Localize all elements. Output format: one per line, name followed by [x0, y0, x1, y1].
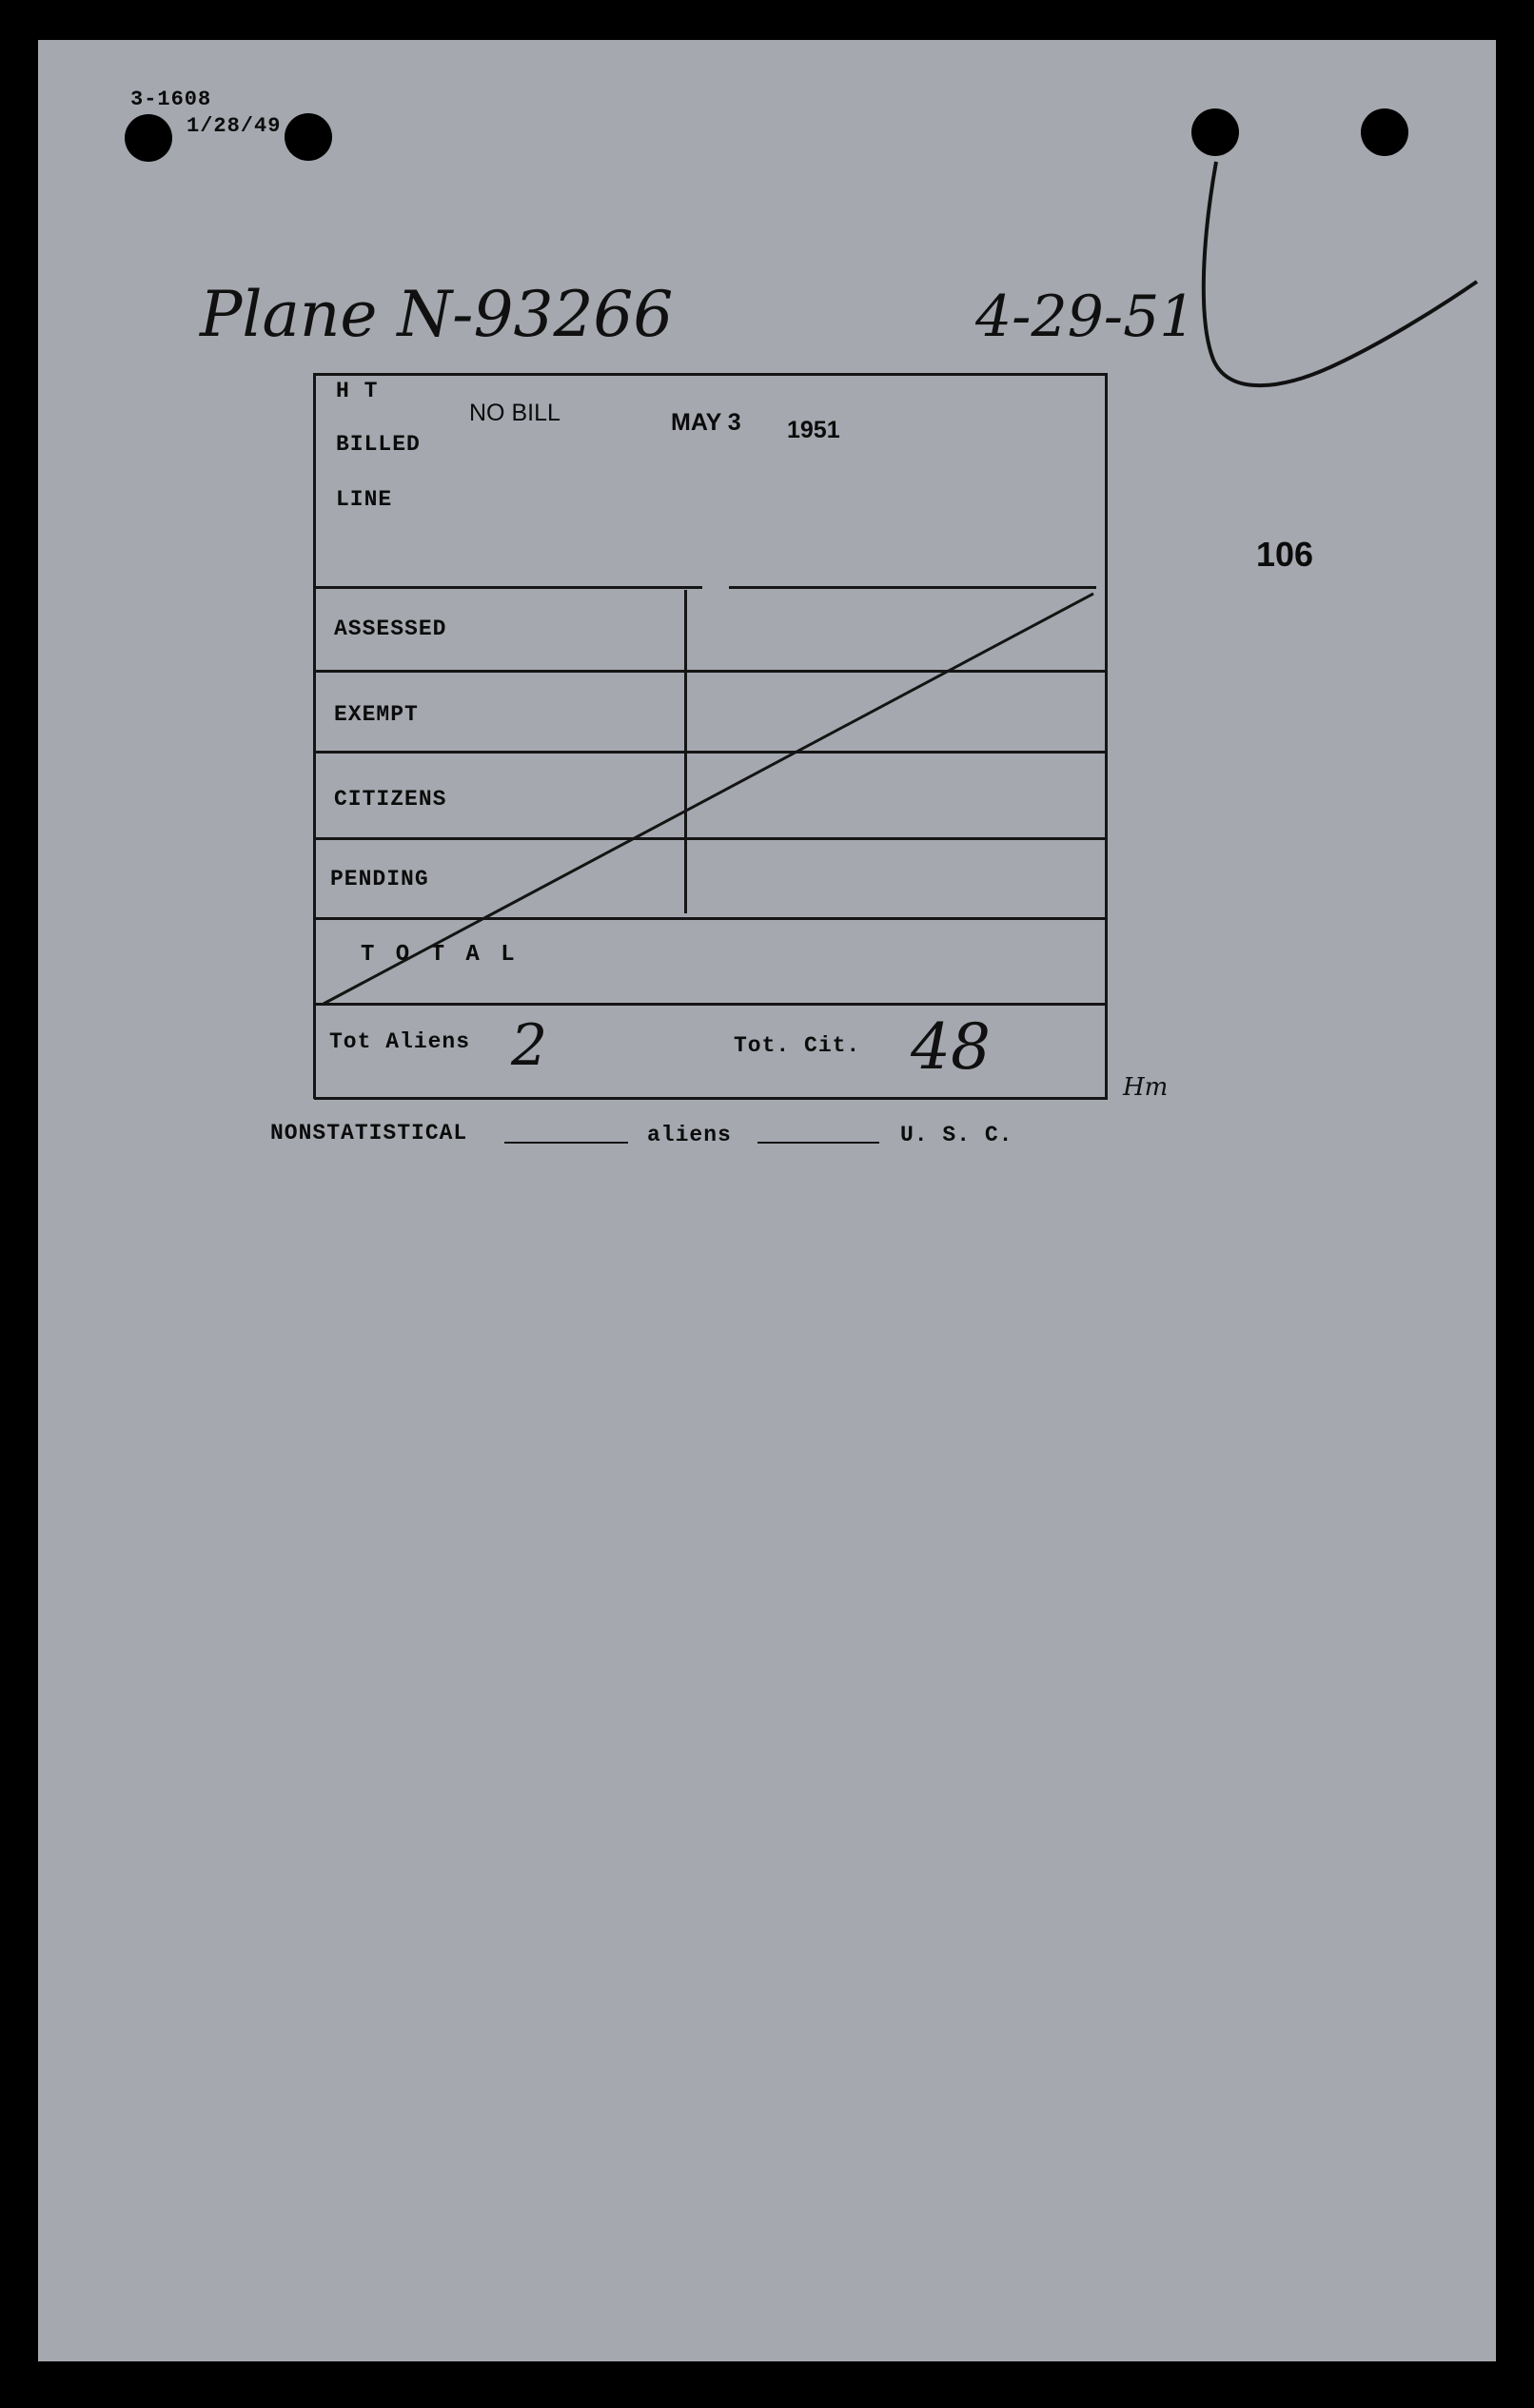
nonstatistical-usc: U. S. C. — [900, 1123, 1013, 1147]
cross-out-diagonal — [324, 594, 1093, 1004]
tot-cit-value: 48 — [911, 1010, 991, 1084]
handwritten-date: 4-29-51 — [975, 284, 1196, 350]
tot-cit-label: Tot. Cit. — [734, 1033, 861, 1058]
header-row-ht: H T — [336, 379, 379, 403]
stamp-date: MAY 3 — [671, 409, 741, 436]
corner-code: 3-1608 — [130, 88, 212, 111]
category-exempt: EXEMPT — [334, 702, 419, 727]
stamp-year: 1951 — [787, 417, 840, 443]
header-row-billed: BILLED — [336, 432, 421, 457]
nonstatistical-aliens: aliens — [647, 1123, 732, 1147]
tot-aliens-label: Tot Aliens — [329, 1029, 471, 1054]
curved-pen-line — [1204, 162, 1477, 385]
plane-number: Plane N-93266 — [200, 278, 674, 351]
category-citizens: CITIZENS — [334, 787, 447, 812]
tot-aliens-value: 2 — [511, 1012, 548, 1079]
no-bill-stamp: NO BILL — [469, 400, 560, 426]
initials: Hm — [1123, 1073, 1169, 1102]
corner-date: 1/28/49 — [187, 114, 282, 138]
total-label: T O T A L — [361, 942, 519, 968]
stamped-number: 106 — [1256, 535, 1314, 574]
category-assessed: ASSESSED — [334, 617, 447, 641]
header-row-line: LINE — [336, 487, 393, 512]
nonstatistical-label: NONSTATISTICAL — [270, 1121, 468, 1145]
category-pending: PENDING — [330, 867, 429, 891]
